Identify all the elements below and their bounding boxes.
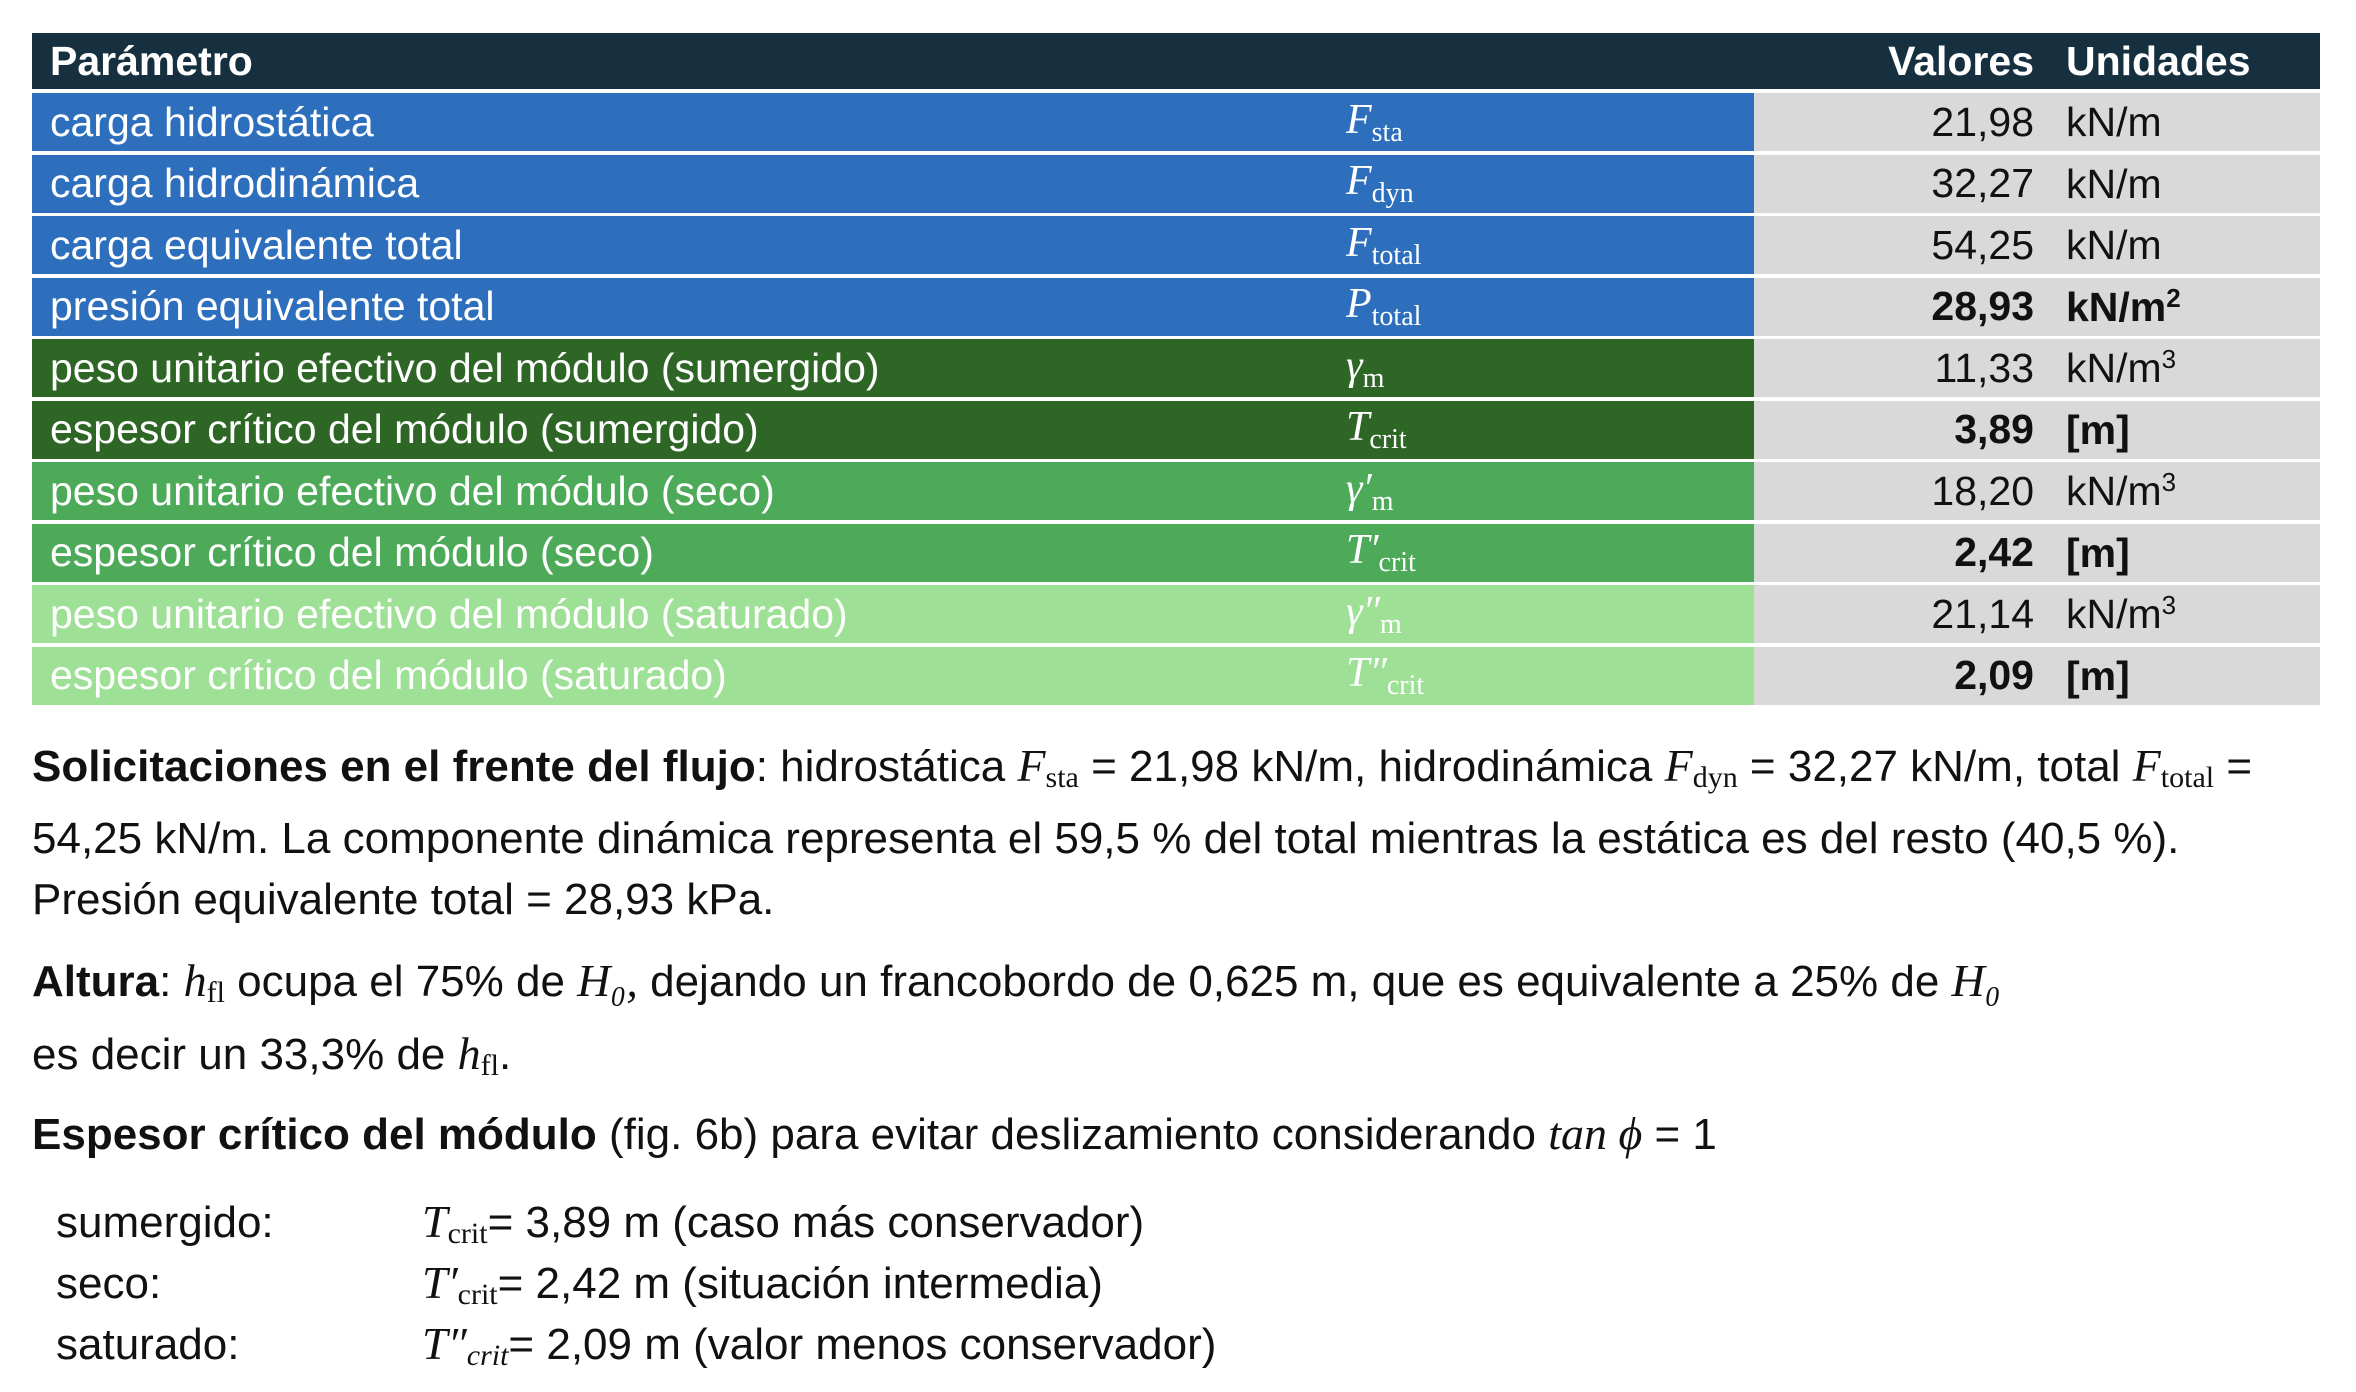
case-item [56, 1314, 1216, 1375]
paragraph-lead: Altura [32, 957, 160, 1006]
case-text: = 2,09 m (valor menos conservador) [508, 1319, 1217, 1369]
row-name: carga hidrostática [50, 98, 374, 145]
row-label-cell [32, 155, 1754, 213]
row-name: espesor crítico del módulo (saturado) [50, 652, 727, 698]
row-unit: $kN/m^3$ [2066, 344, 2177, 391]
table-row [32, 216, 2320, 274]
paragraph-lead: Solicitaciones en el frente del flujo [32, 742, 756, 791]
row-value-cell [1754, 401, 2320, 459]
row-value-cell [1754, 462, 2320, 520]
row-value-cell [1754, 585, 2320, 643]
paragraph-lead: Espesor crítico del módulo [32, 1110, 597, 1159]
header-values: Valores [1888, 38, 2034, 84]
case-label: sumergido: [56, 1197, 274, 1247]
row-value: 32,27 [1931, 160, 2034, 206]
row-label-cell [32, 278, 1754, 336]
case-symbol: $T'_{crit}$ [422, 1256, 498, 1311]
table-row [32, 339, 2320, 397]
row-unit: kN/m [2066, 222, 2162, 268]
row-unit: kN/m [2066, 99, 2162, 145]
row-value: 18,20 [1931, 467, 2034, 514]
table-row [32, 93, 2320, 151]
row-symbol: $\gamma_m$ [1346, 342, 1385, 394]
table-body [32, 93, 2320, 705]
row-value: 2,42 [1954, 529, 2034, 575]
row-label-cell [32, 462, 1754, 520]
row-label-cell [32, 401, 1754, 459]
paragraph-solicitaciones: Solicitaciones en el frente del flujo: hidrostática $F_{sta} = 21,98$ kN/m, hidrodinámica $F_{dyn} = 32,27$ kN/m, total $F_{total} = 54,25$ kN/m. La componente dinámica representa el 59,5 % del total mientras la estática es del resto (40,5 %). Presión equivalente total = 28,93 kPa. [32, 740, 2253, 924]
row-symbol: $T_{crit}$ [1346, 404, 1407, 455]
row-value-cell [1754, 93, 2320, 151]
row-value: 28,93 [1931, 283, 2034, 329]
table-row [32, 278, 2320, 336]
paragraph-espesor: Espesor crítico del módulo (fig. 6b) para evitar deslizamiento considerando tan ϕ = 1 [32, 1108, 1717, 1159]
row-value: 3,89 [1954, 406, 2034, 452]
row-name: carga equivalente total [50, 221, 463, 268]
row-symbol: $F_{total}$ [1346, 219, 1422, 271]
case-symbol: $T''_{crit}$ [422, 1317, 509, 1372]
case-symbol: $T_{crit}$ [422, 1195, 488, 1250]
row-unit: [m] [2066, 652, 2130, 699]
row-label-cell [32, 647, 1754, 705]
row-unit: [m] [2066, 406, 2130, 453]
row-name: peso unitario efectivo del módulo (seco) [50, 467, 775, 514]
row-unit: $kN/m^3$ [2066, 590, 2177, 637]
row-label-cell [32, 524, 1754, 582]
row-symbol: $\gamma''_m$ [1346, 588, 1402, 640]
row-name: espesor crítico del módulo (seco) [50, 529, 654, 575]
row-symbol: $\gamma'_m$ [1346, 465, 1394, 517]
row-label-cell [32, 216, 1754, 274]
case-text: = 3,89 m (caso más conservador) [487, 1197, 1145, 1247]
row-symbol: $F_{dyn}$ [1346, 158, 1414, 209]
row-value: 2,09 [1954, 652, 2034, 698]
paragraph-altura: Altura: $h_{fl}$ ocupa el 75% de H₀, dejando un francobordo de 0,625 m, que es equivalente a 25% de H₀ es decir un 33,3% de $h_{fl}$. [32, 955, 2001, 1082]
case-item [56, 1192, 1216, 1253]
case-label: saturado: [56, 1319, 240, 1369]
row-name: carga hidrodinámica [50, 160, 420, 206]
table-row [32, 462, 2320, 520]
row-symbol: $F_{sta}$ [1346, 96, 1403, 148]
row-name: presión equivalente total [50, 283, 495, 329]
row-label-cell [32, 585, 1754, 643]
row-unit: [m] [2066, 529, 2130, 576]
table-row [32, 155, 2320, 213]
row-value: 21,14 [1931, 590, 2034, 637]
row-unit: $kN/m^3$ [2066, 467, 2177, 514]
row-symbol: $T'_{crit}$ [1346, 527, 1416, 578]
row-value-cell [1754, 278, 2320, 336]
row-value-cell [1754, 339, 2320, 397]
row-value-cell [1754, 647, 2320, 705]
row-value: 21,98 [1931, 98, 2034, 145]
row-name: peso unitario efectivo del módulo (sumergido) [50, 344, 880, 391]
case-text: = 2,42 m (situación intermedia) [497, 1258, 1103, 1308]
row-value: 11,33 [1934, 344, 2034, 391]
cases-list [56, 1192, 1216, 1375]
row-value: 54,25 [1931, 221, 2034, 268]
table-header [32, 33, 2320, 89]
header-units: Unidades [2066, 38, 2251, 84]
row-value-cell [1754, 155, 2320, 213]
row-name: peso unitario efectivo del módulo (saturado) [50, 590, 848, 637]
row-name: espesor crítico del módulo (sumergido) [50, 406, 759, 452]
row-unit: $kN/m^2$ [2066, 282, 2181, 330]
row-symbol: $T''_{crit}$ [1346, 650, 1425, 701]
row-value-cell [1754, 524, 2320, 582]
case-label: seco: [56, 1258, 162, 1308]
parameters-table [32, 33, 2320, 708]
table-row [32, 524, 2320, 582]
table-row [32, 647, 2320, 705]
header-parameter: Parámetro [50, 38, 253, 84]
table-row [32, 401, 2320, 459]
row-unit: kN/m [2066, 160, 2162, 207]
row-value-cell [1754, 216, 2320, 274]
table-row [32, 585, 2320, 643]
row-symbol: $P_{total}$ [1346, 281, 1422, 332]
case-item [56, 1253, 1216, 1314]
row-label-cell [32, 93, 1754, 151]
row-label-cell [32, 339, 1754, 397]
